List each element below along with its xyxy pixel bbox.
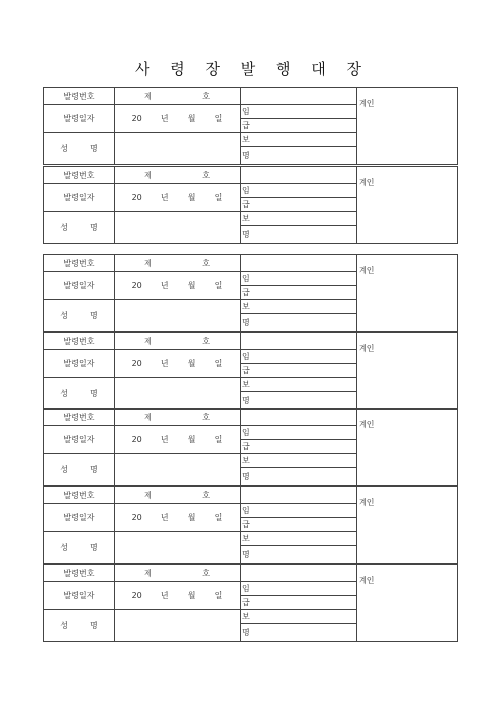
year-prefix: 20 (131, 434, 142, 444)
issue-number-label: 발령번호 (63, 490, 95, 500)
issue-number-field[interactable] (114, 88, 240, 104)
day-unit: 일 (214, 192, 223, 202)
grade-1-label: 임 (242, 185, 250, 195)
name-label-b: 명 (90, 464, 98, 474)
no-suffix: 호 (202, 258, 210, 268)
approval-seal-field[interactable] (356, 565, 457, 641)
month-unit: 월 (187, 590, 196, 600)
grade-field[interactable] (240, 565, 356, 581)
month-unit: 월 (187, 512, 196, 522)
approval-label: 계인 (359, 99, 375, 108)
day-unit: 일 (214, 280, 223, 290)
approval-seal-field[interactable] (356, 167, 457, 243)
issue-date-field[interactable] (114, 503, 240, 531)
name-label-a: 성 (60, 542, 68, 552)
grade-field[interactable] (240, 88, 356, 104)
name-label-a: 성 (60, 222, 68, 232)
approval-seal-field[interactable] (356, 255, 457, 331)
grade-1-label: 임 (242, 351, 250, 361)
grade-1-label: 임 (242, 583, 250, 593)
year-unit: 년 (160, 434, 169, 444)
month-unit: 월 (187, 434, 196, 444)
grade-divider (240, 391, 356, 392)
issue-date-field[interactable] (114, 425, 240, 453)
grade-field[interactable] (240, 409, 356, 425)
name-label-b: 명 (90, 310, 98, 320)
issue-number-label: 발령번호 (63, 91, 95, 101)
ledger-entry (43, 254, 458, 332)
issue-number-field[interactable] (114, 255, 240, 271)
issue-date-field[interactable] (114, 349, 240, 377)
name-label-b: 명 (90, 143, 98, 153)
issue-number-field[interactable] (114, 167, 240, 183)
issue-date-field[interactable] (114, 104, 240, 132)
year-prefix: 20 (131, 590, 142, 600)
no-suffix: 호 (202, 91, 210, 101)
name-field[interactable] (114, 299, 240, 331)
grade-1-label: 임 (242, 427, 250, 437)
ledger-entry (43, 332, 458, 410)
grade-4-label: 명 (242, 150, 250, 160)
grade-divider (240, 517, 356, 518)
year-prefix: 20 (131, 113, 142, 123)
grade-3-label: 보 (242, 134, 250, 144)
grade-4-label: 명 (242, 395, 250, 405)
grade-divider (240, 595, 356, 596)
issue-number-field[interactable] (114, 565, 240, 581)
grade-3-label: 보 (242, 611, 250, 621)
no-suffix: 호 (202, 568, 210, 578)
day-unit: 일 (214, 358, 223, 368)
grade-2-label: 급 (242, 199, 250, 209)
issue-date-label: 발령일자 (63, 434, 95, 444)
name-label (44, 211, 114, 243)
issue-number-field[interactable] (114, 487, 240, 503)
grade-4-label: 명 (242, 627, 250, 637)
year-prefix: 20 (131, 280, 142, 290)
approval-label: 계인 (359, 178, 375, 187)
name-label (44, 453, 114, 485)
name-field[interactable] (114, 132, 240, 164)
approval-label: 계인 (359, 420, 375, 429)
approval-seal-field[interactable] (356, 88, 457, 164)
ledger-entry (43, 486, 458, 564)
month-unit: 월 (187, 192, 196, 202)
grade-2-label: 급 (242, 120, 250, 130)
issue-date-label: 발령일자 (63, 113, 95, 123)
grade-field[interactable] (240, 255, 356, 271)
day-unit: 일 (214, 113, 223, 123)
name-label (44, 299, 114, 331)
grade-divider (240, 197, 356, 198)
approval-seal-field[interactable] (356, 409, 457, 485)
grade-divider (240, 467, 356, 468)
year-prefix: 20 (131, 512, 142, 522)
no-prefix: 제 (144, 490, 152, 500)
name-label (44, 132, 114, 164)
grade-divider (240, 225, 356, 226)
grade-2-label: 급 (242, 597, 250, 607)
month-unit: 월 (187, 113, 196, 123)
approval-seal-field[interactable] (356, 333, 457, 409)
grade-field[interactable] (240, 333, 356, 349)
issue-number-label: 발령번호 (63, 336, 95, 346)
grade-field[interactable] (240, 167, 356, 183)
issue-number-field[interactable] (114, 409, 240, 425)
issue-number-label: 발령번호 (63, 258, 95, 268)
year-unit: 년 (160, 590, 169, 600)
grade-divider (240, 623, 356, 624)
name-label-a: 성 (60, 620, 68, 630)
year-unit: 년 (160, 280, 169, 290)
day-unit: 일 (214, 590, 223, 600)
month-unit: 월 (187, 358, 196, 368)
grade-3-label: 보 (242, 455, 250, 465)
ledger-entry (43, 87, 458, 165)
no-prefix: 제 (144, 568, 152, 578)
year-prefix: 20 (131, 358, 142, 368)
grade-4-label: 명 (242, 471, 250, 481)
no-prefix: 제 (144, 258, 152, 268)
grade-divider (240, 439, 356, 440)
issue-date-label: 발령일자 (63, 358, 95, 368)
grade-1-label: 임 (242, 106, 250, 116)
no-suffix: 호 (202, 336, 210, 346)
no-suffix: 호 (202, 490, 210, 500)
issue-date-field[interactable] (114, 271, 240, 299)
grade-divider (240, 363, 356, 364)
name-field[interactable] (114, 531, 240, 563)
no-suffix: 호 (202, 412, 210, 422)
grade-4-label: 명 (242, 317, 250, 327)
grade-field[interactable] (240, 487, 356, 503)
issue-date-label: 발령일자 (63, 192, 95, 202)
name-label (44, 531, 114, 563)
grade-2-label: 급 (242, 441, 250, 451)
issue-number-label: 발령번호 (63, 568, 95, 578)
no-prefix: 제 (144, 170, 152, 180)
grade-divider (240, 545, 356, 546)
grade-2-label: 급 (242, 287, 250, 297)
grade-3-label: 보 (242, 213, 250, 223)
year-prefix: 20 (131, 192, 142, 202)
name-label-a: 성 (60, 310, 68, 320)
day-unit: 일 (214, 434, 223, 444)
grade-3-label: 보 (242, 533, 250, 543)
name-label-a: 성 (60, 143, 68, 153)
issue-date-field[interactable] (114, 183, 240, 211)
year-unit: 년 (160, 192, 169, 202)
issue-number-label: 발령번호 (63, 170, 95, 180)
name-label-b: 명 (90, 388, 98, 398)
approval-label: 계인 (359, 344, 375, 353)
grade-2-label: 급 (242, 519, 250, 529)
name-label-b: 명 (90, 620, 98, 630)
approval-label: 계인 (359, 498, 375, 507)
year-unit: 년 (160, 512, 169, 522)
ledger-entry (43, 564, 458, 642)
grade-1-label: 임 (242, 505, 250, 515)
issue-date-label: 발령일자 (63, 590, 95, 600)
issue-number-field[interactable] (114, 333, 240, 349)
name-label (44, 609, 114, 641)
no-prefix: 제 (144, 336, 152, 346)
approval-seal-field[interactable] (356, 487, 457, 563)
ledger-entry (43, 408, 458, 486)
ledger-entry (43, 166, 458, 244)
year-unit: 년 (160, 113, 169, 123)
issue-date-label: 발령일자 (63, 512, 95, 522)
month-unit: 월 (187, 280, 196, 290)
name-label-a: 성 (60, 388, 68, 398)
grade-4-label: 명 (242, 549, 250, 559)
grade-3-label: 보 (242, 301, 250, 311)
issue-date-label: 발령일자 (63, 280, 95, 290)
approval-label: 계인 (359, 576, 375, 585)
name-label-b: 명 (90, 222, 98, 232)
approval-label: 계인 (359, 266, 375, 275)
name-field[interactable] (114, 377, 240, 409)
grade-4-label: 명 (242, 229, 250, 239)
grade-divider (240, 146, 356, 147)
grade-divider (240, 118, 356, 119)
no-suffix: 호 (202, 170, 210, 180)
name-field[interactable] (114, 453, 240, 485)
name-label-a: 성 (60, 464, 68, 474)
name-field[interactable] (114, 609, 240, 641)
name-field[interactable] (114, 211, 240, 243)
grade-divider (240, 285, 356, 286)
no-prefix: 제 (144, 412, 152, 422)
year-unit: 년 (160, 358, 169, 368)
grade-1-label: 임 (242, 273, 250, 283)
page-title: 사 령 장 발 행 대 장 (134, 60, 370, 78)
issue-date-field[interactable] (114, 581, 240, 609)
name-label (44, 377, 114, 409)
name-label-b: 명 (90, 542, 98, 552)
grade-divider (240, 313, 356, 314)
no-prefix: 제 (144, 91, 152, 101)
grade-2-label: 급 (242, 365, 250, 375)
day-unit: 일 (214, 512, 223, 522)
grade-3-label: 보 (242, 379, 250, 389)
issue-number-label: 발령번호 (63, 412, 95, 422)
